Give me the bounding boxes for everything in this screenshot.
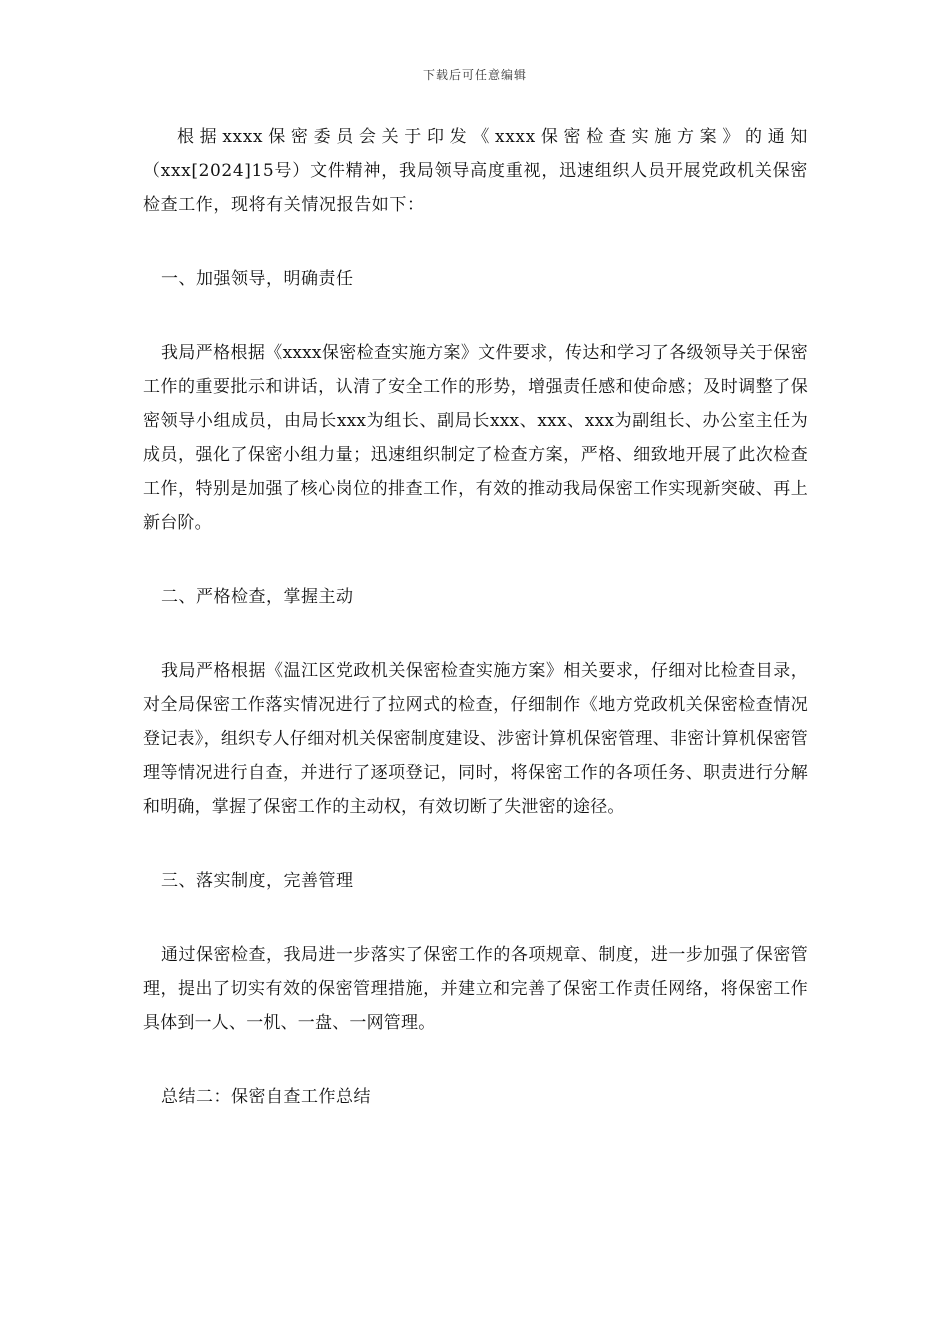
- section-heading-3: 三、落实制度，完善管理: [161, 871, 354, 891]
- header-note: 下载后可任意编辑: [422, 68, 527, 82]
- document-body: [143, 120, 808, 1114]
- section-body-3: 通过保密检查，我局进一步落实了保密工作的各项规章、制度，进一步加强了保密管理，提出了切实有效的保密管理措施，并建立和完善了保密工作责任网络，将保密工作具体到一人、一机、一盘、一网管理。: [143, 945, 808, 1033]
- summary-heading: 总结二：保密自查工作总结: [161, 1087, 371, 1107]
- intro-paragraph: 根据xxxx保密委员会关于印发《xxxx保密检查实施方案》的通知（xxx[2024]15号）文件精神，我局领导高度重视，迅速组织人员开展党政机关保密检查工作，现将有关情况报告如下：: [143, 127, 808, 215]
- section-body-1: 我局严格根据《xxxx保密检查实施方案》文件要求，传达和学习了各级领导关于保密工作的重要批示和讲话，认清了安全工作的形势，增强责任感和使命感；及时调整了保密领导小组成员，由局长xxx为组长、副局长xxx、xxx、xxx为副组长、办公室主任为成员，强化了保密小组力量；迅速组织制定了检查方案，严格、细致地开展了此次检查工作，特别是加强了核心岗位的排查工作，有效的推动我局保密工作实现新突破、再上新台阶。: [143, 343, 808, 533]
- section-heading-1: 一、加强领导，明确责任: [161, 269, 354, 289]
- section-body-2: 我局严格根据《温江区党政机关保密检查实施方案》相关要求，仔细对比检查目录，对全局保密工作落实情况进行了拉网式的检查，仔细制作《地方党政机关保密检查情况登记表》，组织专人仔细对机关保密制度建设、涉密计算机保密管理、非密计算机保密管理等情况进行自查，并进行了逐项登记，同时，将保密工作的各项任务、职责进行分解和明确，掌握了保密工作的主动权，有效切断了失泄密的途径。: [143, 661, 808, 817]
- section-heading-2: 二、严格检查，掌握主动: [161, 587, 354, 607]
